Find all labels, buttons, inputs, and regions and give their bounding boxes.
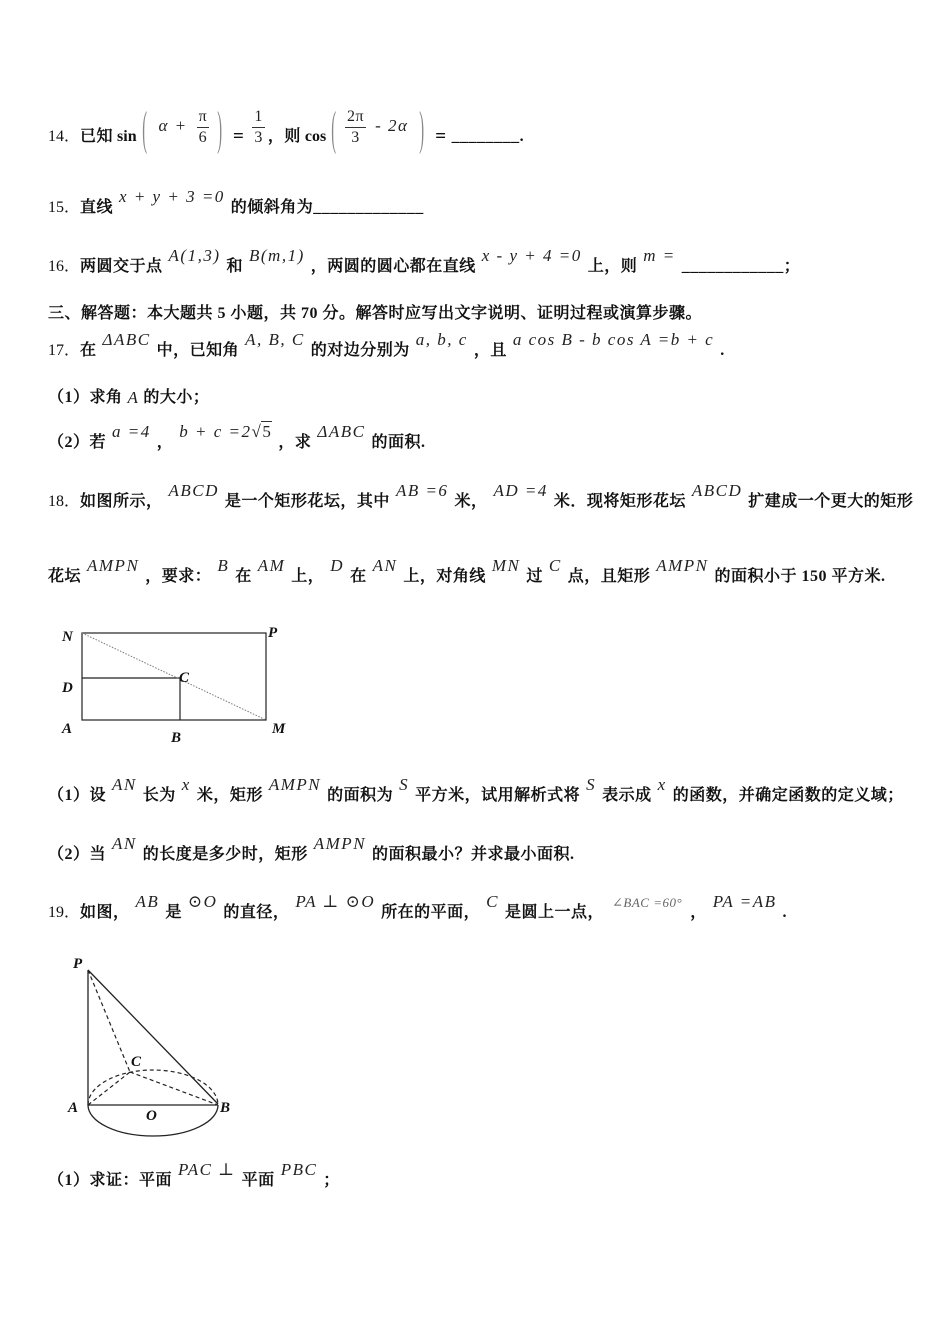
q17-text-1: 在 — [80, 342, 97, 359]
q19-text-1: 如图， — [80, 904, 130, 921]
q14-fraction-8 — [252, 108, 265, 147]
question-17-stem — [48, 331, 725, 371]
circle-back-arc-dashed — [88, 1070, 218, 1105]
q18_2-math-expression-1: AN — [112, 834, 137, 853]
q18_1-text-4: 米，矩形 — [196, 787, 263, 804]
q14-equals-sign-15: = — [435, 126, 447, 147]
q14-left-paren-3: ( — [141, 105, 148, 156]
sqrt-leading-terms: b + c =2 — [179, 422, 252, 441]
q18_cont-math-expression-13: C — [548, 556, 562, 575]
figure-circle-svg — [55, 945, 255, 1145]
question-18-stem-cont — [48, 557, 886, 597]
label-p: P — [268, 625, 278, 641]
q18_cont-text-14: 点，且矩形 — [567, 568, 651, 585]
label-m: M — [272, 721, 286, 737]
figure-rectangle-garden — [55, 620, 305, 750]
q18_cont-text-10: 上，对角线 — [403, 568, 486, 585]
q18_cont-math-expression-3: B — [217, 556, 230, 575]
q17-math-expression-6: a, b, c — [415, 330, 468, 349]
q14-question-number-0: 14． — [48, 128, 81, 145]
fraction-numerator: π — [197, 108, 210, 128]
sqrt-sign: √ — [251, 422, 262, 441]
segment-cb-dashed — [130, 1072, 218, 1105]
q19_1-text-0: （1）求证：平面 — [48, 1172, 173, 1189]
q17_2-math-expression-5: ΔABC — [317, 422, 366, 441]
q14-equals-sign-7: = — [233, 126, 245, 147]
fraction-denominator: 6 — [198, 128, 208, 146]
label-b: B — [171, 730, 182, 746]
segment-pc-dashed — [88, 970, 130, 1072]
q17-math-expression-8: a cos B - b cos A =b + c — [512, 330, 715, 349]
q17-text-7: ，且 — [473, 342, 507, 359]
q19_1-text-2: 平面 — [241, 1172, 275, 1189]
fraction-denominator: 3 — [254, 128, 263, 146]
fraction-denominator: 3 — [351, 128, 360, 146]
q18_cont-text-0: 花坛 — [48, 568, 82, 585]
fraction-numerator: 1 — [252, 108, 265, 128]
q16-text-7: 上，则 — [587, 258, 638, 275]
q18_1-math-expression-3: x — [181, 775, 191, 794]
q18-math-expression-2: ABCD — [168, 481, 219, 500]
q18_cont-math-expression-5: AM — [257, 556, 286, 575]
q18-math-expression-8: ABCD — [691, 481, 743, 500]
q16-math-expression-6: x - y + 4 =0 — [481, 246, 582, 265]
q17-math-expression-4: A, B, C — [245, 330, 305, 349]
q18-text-3: 是一个矩形花坛，其中 — [224, 493, 390, 510]
q17_2-math-sqrt-expression-3 — [179, 422, 272, 442]
q19-math-expression-6: PA ⊥ ⊙O — [295, 892, 376, 911]
q14-fraction-12 — [345, 108, 366, 147]
q18_1-text-8: 平方米，试用解析式将 — [415, 787, 581, 804]
q19_1-math-expression-1: PAC ⊥ — [178, 1160, 236, 1179]
q16-math-expression-2: A(1,3) — [168, 246, 221, 265]
q19_1-text-4: ； — [323, 1172, 340, 1189]
q16-math-expression-4: B(m,1) — [249, 246, 305, 265]
segment-pb — [88, 970, 218, 1104]
q18_2-text-4: 的面积最小？并求最小面积. — [372, 846, 575, 863]
q19-text-5: 的直径， — [223, 904, 290, 921]
q17_2-text-4: ，求 — [278, 434, 312, 451]
diagonal-nm — [82, 633, 266, 720]
q18-question-number-0: 18． — [48, 493, 81, 510]
q18_cont-math-expression-15: AMPN — [656, 556, 709, 575]
section-3-heading — [48, 294, 702, 334]
q18-math-expression-6: AD =4 — [493, 481, 548, 500]
q18-text-7: 米．现将矩形花坛 — [553, 493, 686, 510]
q19-math-expression-8: C — [486, 892, 500, 911]
q16-math-expression-8: m = — [643, 246, 676, 265]
q17_1-text-0: （1）求角 — [48, 389, 123, 406]
q18_1-text-6: 的面积为 — [327, 787, 394, 804]
question-18-stem — [48, 482, 913, 522]
q17_2-text-2: ， — [156, 434, 174, 451]
q18_cont-text-12: 过 — [526, 568, 543, 585]
q19-math-expression-2: AB — [135, 892, 160, 911]
q16-text-1: 两圆交于点 — [80, 258, 163, 275]
q18_cont-text-16: 的面积小于 150 平方米. — [714, 568, 886, 585]
q14-right-paren-6: ) — [217, 105, 223, 156]
q17_2-text-0: （2）若 — [48, 434, 107, 451]
question-19-part-1 — [48, 1161, 340, 1201]
q18_1-math-expression-7: S — [399, 775, 410, 794]
label-b: B — [220, 1100, 231, 1116]
q18_cont-text-6: 上， — [291, 568, 325, 585]
q18_cont-math-expression-7: D — [330, 556, 345, 575]
label-a: A — [62, 721, 73, 737]
q19-text-7: 所在的平面， — [381, 904, 481, 921]
label-c: C — [131, 1054, 142, 1070]
q19-math-expression-4: ⊙O — [187, 892, 218, 911]
q17_2-text-6: 的面积. — [371, 434, 426, 451]
q19-question-number-0: 19． — [48, 904, 81, 921]
q18-text-5: 米， — [454, 493, 488, 510]
q18_cont-math-expression-11: MN — [491, 556, 521, 575]
q19-text-11: ， — [690, 904, 707, 921]
q14-text-9: ，则 — [267, 128, 301, 145]
q18_1-math-expression-11: x — [657, 775, 667, 794]
q18_cont-math-expression-9: AN — [372, 556, 398, 575]
figure-circle-pyramid — [55, 945, 255, 1145]
question-17-part-2 — [48, 423, 425, 463]
q19-text-3: 是 — [165, 904, 182, 921]
q17-math-expression-2: ΔABC — [102, 330, 151, 349]
q17_2-math-expression-1: a =4 — [112, 422, 151, 441]
q19-math-expression-12: PA =AB — [712, 892, 777, 911]
q14-math-expression-4: α + — [158, 116, 188, 135]
sqrt-radicand: 5 — [262, 422, 272, 441]
label-a: A — [68, 1100, 79, 1116]
q18_1-math-expression-1: AN — [112, 775, 137, 794]
q17-text-5: 的对边分别为 — [310, 342, 410, 359]
q15-math-expression-2: x + y + 3 =0 — [119, 187, 225, 206]
label-n: N — [62, 629, 73, 645]
question-17-part-1 — [48, 378, 209, 418]
q14-right-paren-14: ) — [419, 105, 425, 156]
figure-rectangle-svg — [55, 620, 305, 750]
label-o: O — [146, 1108, 157, 1124]
q18_cont-text-2: ，要求： — [145, 568, 212, 585]
question-19-stem — [48, 893, 787, 933]
q19_1-math-expression-3: PBC — [280, 1160, 318, 1179]
q17-question-number-0: 17． — [48, 342, 81, 359]
q18_cont-text-4: 在 — [235, 568, 252, 585]
label-p: P — [73, 956, 83, 972]
q18_1-math-expression-9: S — [586, 775, 597, 794]
q18_1-text-2: 长为 — [142, 787, 176, 804]
q19-text-13: . — [782, 904, 787, 921]
q18-text-1: 如图所示， — [80, 493, 163, 510]
q14-text-1: 已知 — [80, 128, 114, 145]
q14-text-16: ________. — [451, 128, 525, 145]
q16-text-5: ，两圆的圆心都在直线 — [310, 258, 476, 275]
q17_1-math-symbol-1: A — [127, 388, 139, 407]
q17_1-text-2: 的大小； — [143, 389, 210, 406]
question-18-part-2 — [48, 835, 575, 875]
q18_2-text-2: 的长度是多少时，矩形 — [142, 846, 308, 863]
question-16-stem — [48, 247, 800, 287]
sec3-text-0: 三、解答题：本大题共 5 小题，共 70 分。解答时应写出文字说明、证明过程或演算步骤。 — [48, 305, 703, 322]
q18_1-text-0: （1）设 — [48, 787, 107, 804]
q17-text-9: . — [720, 342, 725, 359]
q18_cont-text-8: 在 — [350, 568, 367, 585]
label-d: D — [62, 680, 73, 696]
q16-text-3: 和 — [226, 258, 244, 275]
q18_cont-math-expression-1: AMPN — [87, 556, 140, 575]
q18_2-math-expression-3: AMPN — [313, 834, 367, 853]
q18_1-math-expression-5: AMPN — [268, 775, 322, 794]
q16-text-9: ____________； — [681, 258, 801, 275]
q16-question-number-0: 16． — [48, 258, 81, 275]
q14-math-expression-13: - 2α — [375, 116, 409, 135]
q19-text-9: 是圆上一点， — [505, 904, 605, 921]
q14-left-paren-11: ( — [331, 105, 337, 156]
q18_1-text-12: 的函数，并确定函数的定义域； — [672, 787, 904, 804]
q15-text-1: 直线 — [80, 199, 114, 216]
segment-ac-dashed — [88, 1072, 130, 1105]
q18_1-text-10: 表示成 — [602, 787, 652, 804]
q14-fraction-5 — [197, 108, 210, 147]
q18-math-expression-4: AB =6 — [395, 481, 449, 500]
q17-text-3: 中，已知角 — [156, 342, 240, 359]
question-18-part-1 — [48, 776, 904, 816]
q14-math-function-2: sin — [117, 128, 137, 145]
fraction-numerator: 2π — [345, 108, 366, 128]
q19-math-expression-small-10: ∠BAC =60° — [612, 895, 683, 910]
q15-question-number-0: 15． — [48, 199, 81, 216]
q18_2-text-0: （2）当 — [48, 846, 107, 863]
q18-text-9: 扩建成一个更大的矩形 — [748, 493, 914, 510]
label-c: C — [179, 670, 190, 686]
question-15-stem — [48, 188, 424, 228]
q14-math-function-10: cos — [304, 128, 327, 145]
q15-text-3: 的倾斜角为_____________ — [230, 199, 424, 216]
